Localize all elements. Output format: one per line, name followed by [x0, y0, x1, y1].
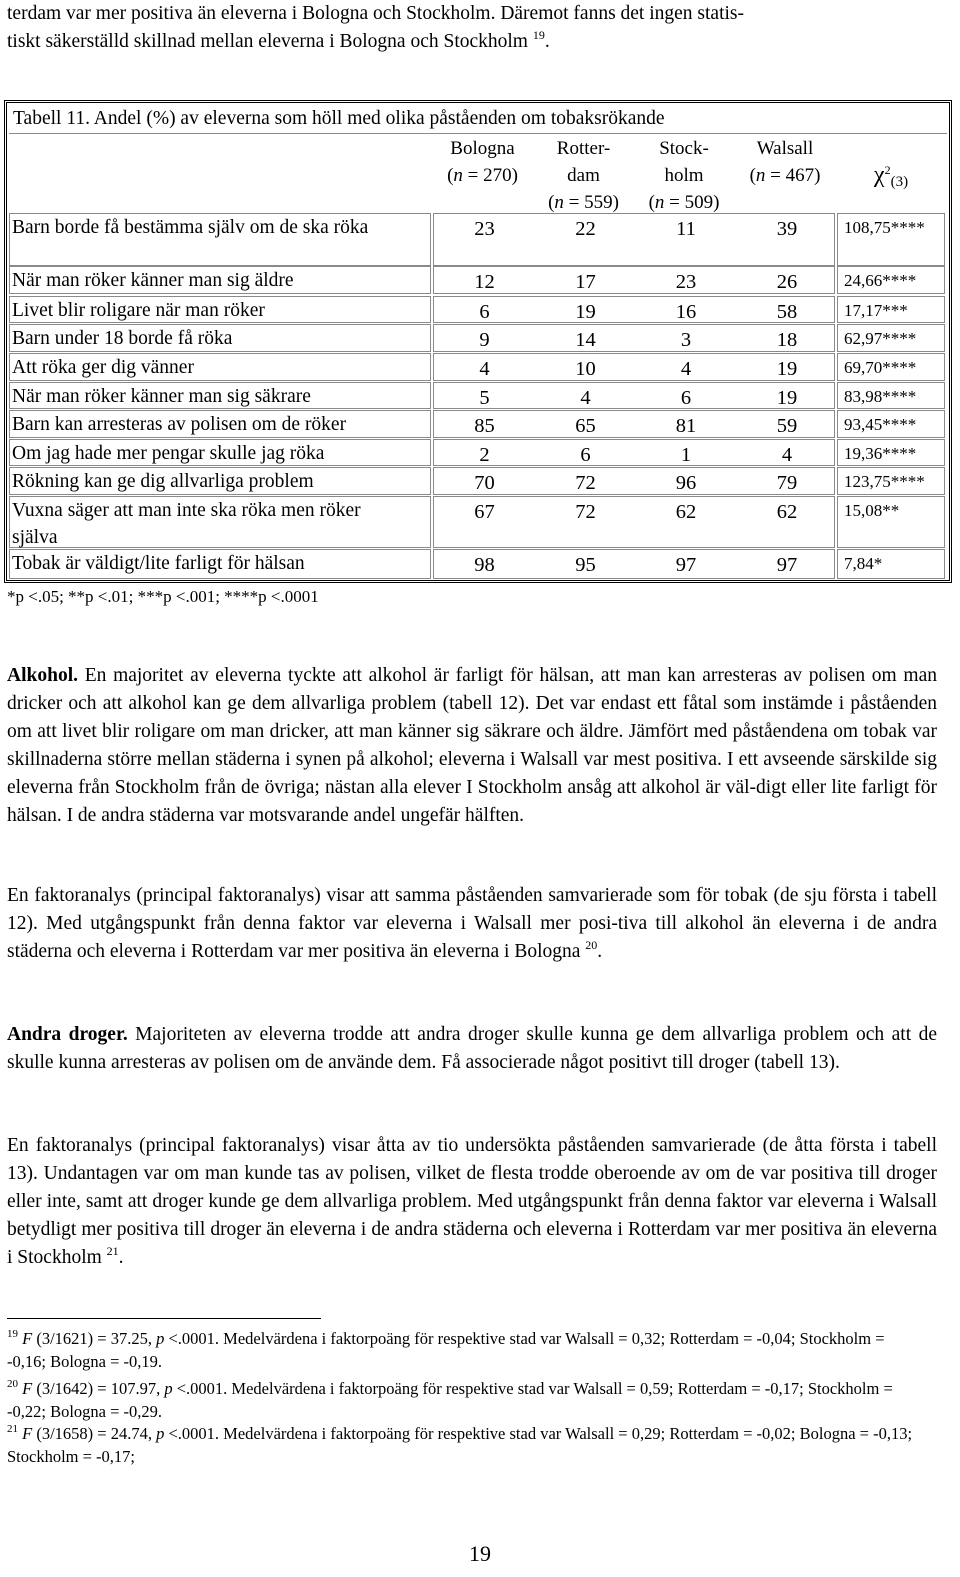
- table-cell: 4: [479, 358, 490, 380]
- table-cell: 79: [776, 472, 798, 494]
- chi-square-header: $\chi^2(3)$: [873, 162, 909, 190]
- table-row-values: [433, 382, 835, 409]
- table-cell: 5: [479, 387, 490, 409]
- table-cell: 12: [474, 271, 495, 293]
- column-header-line1: Bologna: [450, 138, 515, 159]
- column-header-0: [433, 135, 532, 213]
- table-chi-value: 69,70****: [837, 353, 945, 381]
- table-cell: 10: [575, 358, 596, 380]
- column-header-line3: (n = 509): [648, 192, 720, 213]
- table-row-values: [433, 213, 835, 266]
- column-header-3: [737, 135, 833, 213]
- table-row-values: [433, 467, 835, 495]
- footnote-ref-20: 20: [585, 938, 598, 952]
- table-cell: 16: [675, 301, 697, 323]
- table-cell: 19: [776, 358, 798, 380]
- table-row-values: [433, 410, 835, 438]
- intro-line-1: terdam var mer positiva än eleverna i Bologna och Stockholm. Däremot fanns det ingen statis-: [7, 3, 745, 24]
- table-cell: 72: [575, 501, 596, 523]
- table-cell: 6: [680, 387, 692, 409]
- droger-heading: Andra droger.: [7, 1024, 128, 1045]
- table-chi-value: 62,97****: [837, 324, 945, 352]
- table-chi-value: 19,36****: [837, 439, 945, 466]
- table-cell: 18: [776, 329, 798, 351]
- column-header-line1: Walsall: [756, 138, 814, 159]
- table-cell: 17: [575, 271, 596, 293]
- table-row-values: [433, 439, 835, 466]
- footnote-20: $^{20}$ F (3/1642) = 107.97, p <.0001. Medelvärdena i faktorpoäng för respektive stad var Walsall = 0,59; Rotterdam = -0,17; Stockholm = -0,22; Bologna = -0,29.: [7, 1378, 893, 1421]
- table-cell: 4: [580, 387, 591, 409]
- footnote-21: $^{21}$ F (3/1658) = 24.74, p <.0001. Medelvärdena i faktorpoäng för respektive stad var Walsall = 0,29; Rotterdam = -0,02; Bologna = -0,13; Stockholm = -0,17;: [7, 1423, 913, 1466]
- intro-paragraph: [7, 0, 937, 56]
- table-cell: 4: [781, 444, 793, 466]
- table-cell: 58: [776, 301, 798, 323]
- table-row-label: När man röker känner man sig äldre: [9, 266, 431, 294]
- alkohol-text: En majoritet av eleverna tyckte att alkohol är farligt för hälsan, att man kan arresteras av polisen om man dricker och att alkohol kan ge dem allvarliga problem (tabell 12). Det var endast ett fåtal som instämde i påståenden om att livet blir roligare om man dricker, att man känner sig säkrare och äldre. Jämfört med påståendena om tobak var skillnaderna större mellan städerna i synen på alkohol; eleverna i Walsall var mest positiva. I ett avseende särskilde sig eleverna från Stockholm från de övriga; nästan alla elever I Stockholm ansåg att alkohol är väl-digt eller lite farligt för hälsan. I de andra städerna var motsvarande andel ungefär hälften.: [7, 665, 937, 826]
- intro-line-2: tiskt säkerställd skillnad mellan eleverna i Bologna och Stockholm $^{19}$.: [7, 28, 550, 52]
- table-chi-value: 15,08**: [837, 496, 945, 548]
- footnote-number: 21: [7, 1423, 18, 1435]
- table-cell: 19: [776, 387, 798, 409]
- table-cell: 97: [776, 554, 798, 576]
- table-11: [4, 100, 952, 583]
- table-cell: 4: [680, 358, 692, 380]
- caption-divider: [9, 133, 947, 134]
- table-cell: 23: [474, 218, 495, 240]
- table-cell: 22: [575, 218, 596, 240]
- table-chi-value: 24,66****: [837, 266, 945, 294]
- table-cell: 59: [776, 415, 798, 437]
- table-cell: 72: [575, 472, 596, 494]
- table-cell: 96: [675, 472, 697, 494]
- table-cell: 11: [676, 218, 696, 240]
- column-header-line2: (n = 270): [447, 165, 518, 186]
- table-cell: 3: [680, 329, 692, 351]
- droger-text: Majoriteten av eleverna trodde att andra droger skulle kunna ge dem allvarliga problem och att de skulle kunna arresteras av polisen om de använde dem. Få associerade något positivt till droger (tabell 13).: [7, 1024, 937, 1073]
- table-title: Andel (%) av eleverna som höll med olika påståenden om tobaksrökande: [93, 108, 665, 129]
- table-row-label: Vuxna säger att man inte ska röka men röker själva: [9, 496, 431, 548]
- table-row-label: Rökning kan ge dig allvarliga problem: [9, 467, 431, 495]
- significance-note: *p <.05; **p <.01; ***p <.001; ****p <.0001: [7, 587, 319, 606]
- table-cell: 9: [479, 329, 490, 351]
- column-header-line2: holm: [664, 165, 704, 186]
- table-chi-value: 83,98****: [837, 382, 945, 409]
- column-header-2: [635, 135, 733, 213]
- column-header-line1: Stock-: [659, 138, 709, 159]
- table-cell: 65: [575, 415, 596, 437]
- table-chi-value: 93,45****: [837, 410, 945, 438]
- table-cell: 19: [575, 301, 596, 323]
- table-chi-value: 7,84*: [837, 549, 945, 579]
- footnote-separator: [7, 1318, 321, 1319]
- table-row-label: Om jag hade mer pengar skulle jag röka: [9, 439, 431, 466]
- footnote-number: 20: [7, 1378, 18, 1390]
- table-row-label: Barn borde få bestämma själv om de ska röka: [9, 213, 431, 266]
- table-row-values: [433, 296, 835, 323]
- page-number: 19: [469, 1541, 491, 1566]
- table-label: Tabell 11.: [13, 108, 90, 129]
- table-row-values: [433, 549, 835, 579]
- table-cell: 81: [675, 415, 697, 437]
- table-row-values: [433, 353, 835, 381]
- table-row-values: [433, 324, 835, 352]
- table-cell: 14: [575, 329, 596, 351]
- table-cell: 98: [474, 554, 495, 576]
- table-cell: 62: [675, 501, 697, 523]
- footnote-ref-19: 19: [532, 28, 545, 42]
- table-caption: [13, 105, 943, 133]
- table-cell: 26: [776, 271, 798, 293]
- table-cell: 67: [474, 501, 495, 523]
- table-chi-value: 17,17***: [837, 296, 945, 323]
- column-header-line2: (n = 467): [749, 165, 821, 186]
- table-cell: 62: [776, 501, 798, 523]
- footnote-number: 19: [7, 1328, 18, 1340]
- table-row-label: Barn kan arresteras av polisen om de röker: [9, 410, 431, 438]
- column-header-line3: (n = 559): [548, 192, 619, 213]
- alkohol-heading: Alkohol.: [7, 665, 78, 686]
- alkohol-paragraph: [7, 662, 937, 830]
- table-cell: 23: [675, 271, 697, 293]
- table-cell: 97: [675, 554, 697, 576]
- table-row-label: Barn under 18 borde få röka: [9, 324, 431, 352]
- table-cell: 6: [479, 301, 490, 323]
- footnote-ref-21: 21: [106, 1244, 119, 1258]
- droger-paragraph: [7, 1021, 937, 1077]
- column-header-line1: Rotter-: [556, 138, 611, 159]
- table-chi-value: 123,75****: [837, 467, 945, 495]
- table-cell: 6: [580, 444, 591, 466]
- table-row-values: [433, 266, 835, 294]
- table-cell: 2: [479, 444, 490, 466]
- table-row-label: Att röka ger dig vänner: [9, 353, 431, 381]
- table-cell: 70: [474, 472, 495, 494]
- table-row-label: Livet blir roligare när man röker: [9, 296, 431, 323]
- faktoranalys-droger-paragraph: En faktoranalys (principal faktoranalys) visar åtta av tio undersökta påståenden samvarierade (de åtta första i tabell 13). Undantagen var om man kunde tas av polisen, vilket de flesta trodde oberoende av om de var positiva till droger eller inte, samt att droger kunde ge dem allvarliga problem. Med utgångspunkt från denna faktor var eleverna i Walsall betydligt mer positiva till droger än eleverna i de andra städerna och eleverna i Rotterdam var mer positiva än eleverna i Stockholm $^{21}$.: [7, 1135, 937, 1268]
- footnote-19: $^{19}$ F (3/1621) = 37.25, p <.0001. Medelvärdena i faktorpoäng för respektive stad var Walsall = 0,32; Rotterdam = -0,04; Stockholm = -0,16; Bologna = -0,19.: [7, 1328, 885, 1371]
- table-cell: 1: [680, 444, 692, 466]
- table-cell: 95: [575, 554, 596, 576]
- column-header-line2: dam: [567, 165, 600, 186]
- table-chi-value: 108,75****: [837, 213, 945, 266]
- table-row-values: [433, 496, 835, 548]
- table-row-label: Tobak är väldigt/lite farligt för hälsan: [9, 549, 431, 579]
- table-cell: 39: [776, 218, 798, 240]
- table-cell: 85: [474, 415, 495, 437]
- table-row-label: När man röker känner man sig säkrare: [9, 382, 431, 409]
- column-header-1: [536, 135, 631, 213]
- faktoranalys-alkohol-paragraph: En faktoranalys (principal faktoranalys) visar att samma påståenden samvarierade som för tobak (de sju första i tabell 12). Med utgångspunkt från denna faktor var eleverna i Walsall mer posi-tiva till alkohol än eleverna i de andra städerna och eleverna i Rotterdam var mer positiva än eleverna i Bologna $^{20}$.: [7, 885, 937, 962]
